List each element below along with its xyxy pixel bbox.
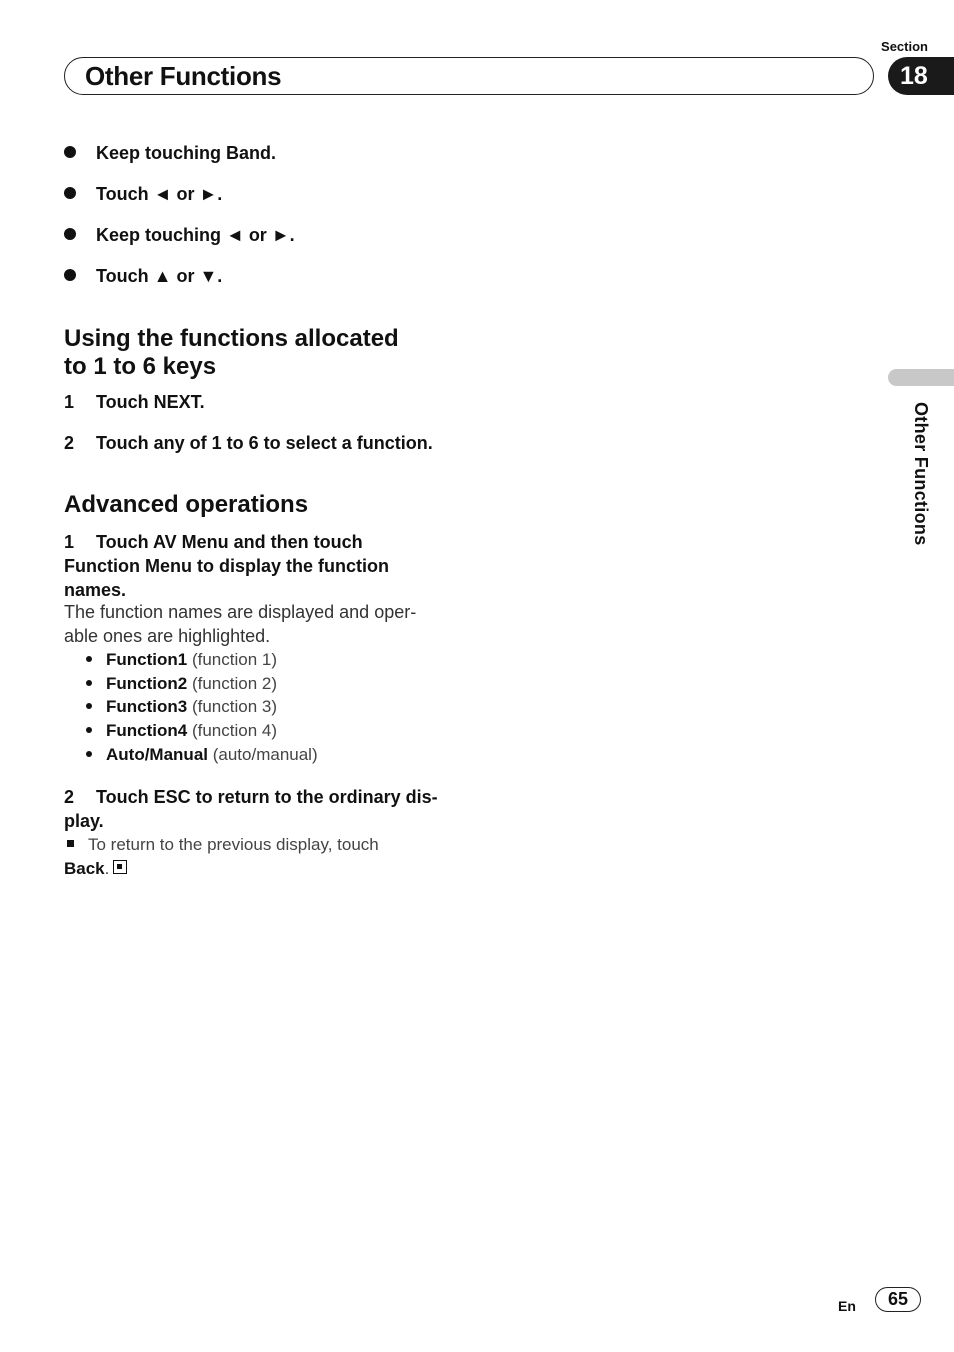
end-of-section-icon	[113, 860, 127, 874]
step-text-line: Function Menu to display the function	[64, 556, 389, 576]
function-name: Function4	[106, 721, 188, 740]
bullet-item	[64, 143, 276, 164]
function-desc: (function 3)	[191, 697, 277, 716]
list-dot-icon	[86, 680, 92, 686]
bullet-text: Keep touching Band.	[96, 143, 276, 163]
note-period: .	[104, 859, 110, 878]
page-number: 65	[875, 1287, 921, 1312]
advanced-step-2	[64, 785, 438, 833]
step-text: Touch NEXT.	[96, 392, 205, 412]
heading-line: to 1 to 6 keys	[64, 353, 217, 380]
function-desc: (function 1)	[191, 650, 277, 669]
function-desc: (function 2)	[191, 674, 277, 693]
list-dot-icon	[86, 656, 92, 662]
advanced-heading: Advanced operations	[64, 491, 309, 518]
step-number: 2	[64, 433, 75, 453]
bullet-item	[64, 225, 295, 246]
step-text-line: names.	[64, 580, 127, 600]
page-title: Other Functions	[85, 61, 282, 91]
step-text-line: play.	[64, 811, 104, 831]
function-desc: (function 4)	[191, 721, 277, 740]
bullet-dot-icon	[64, 146, 76, 158]
note-square-icon	[67, 840, 74, 847]
function-name: Auto/Manual	[106, 745, 208, 764]
description-line: The function names are displayed and oper-	[64, 602, 417, 622]
section-label: Section	[881, 39, 928, 54]
note-text: To return to the previous display, touch	[88, 835, 379, 854]
function-list-item	[86, 697, 277, 717]
function-desc: (auto/manual)	[212, 745, 318, 764]
allocated-step-2	[64, 433, 433, 454]
bullet-dot-icon	[64, 228, 76, 240]
allocated-step-1	[64, 392, 205, 413]
step-number: 2	[64, 787, 75, 807]
language-code: En	[838, 1298, 856, 1314]
bullet-dot-icon	[64, 187, 76, 199]
side-tab-marker	[888, 369, 954, 386]
header-title-bar	[64, 57, 874, 95]
function-name: Function1	[106, 650, 188, 669]
function-list-item	[86, 650, 277, 670]
section-number-badge: 18	[888, 57, 954, 95]
advanced-step-1	[64, 530, 389, 602]
step-text-line: Touch AV Menu and then touch	[96, 532, 363, 552]
list-dot-icon	[86, 703, 92, 709]
list-dot-icon	[86, 751, 92, 757]
bullet-text: Keep touching ◄ or ►.	[96, 225, 295, 245]
step-text-line: Touch ESC to return to the ordinary dis-	[96, 787, 438, 807]
allocated-heading	[64, 325, 399, 381]
step-number: 1	[64, 532, 75, 552]
side-tab-label: Other Functions	[911, 402, 931, 546]
description-line: able ones are highlighted.	[64, 626, 271, 646]
list-dot-icon	[86, 727, 92, 733]
bullet-dot-icon	[64, 269, 76, 281]
advanced-description	[64, 600, 416, 648]
bullet-text: Touch ▲ or ▼.	[96, 266, 223, 286]
note-bold-word: Back	[64, 859, 105, 878]
bullet-item	[64, 184, 222, 205]
heading-line: Using the functions allocated	[64, 325, 399, 352]
function-list-item	[86, 674, 277, 694]
function-list-item	[86, 721, 277, 741]
bullet-text: Touch ◄ or ►.	[96, 184, 223, 204]
note	[64, 833, 379, 881]
bullet-item	[64, 266, 222, 287]
function-name: Function2	[106, 674, 188, 693]
step-text: Touch any of 1 to 6 to select a function.	[96, 433, 433, 453]
function-list-item	[86, 745, 318, 765]
function-name: Function3	[106, 697, 188, 716]
step-number: 1	[64, 392, 75, 412]
